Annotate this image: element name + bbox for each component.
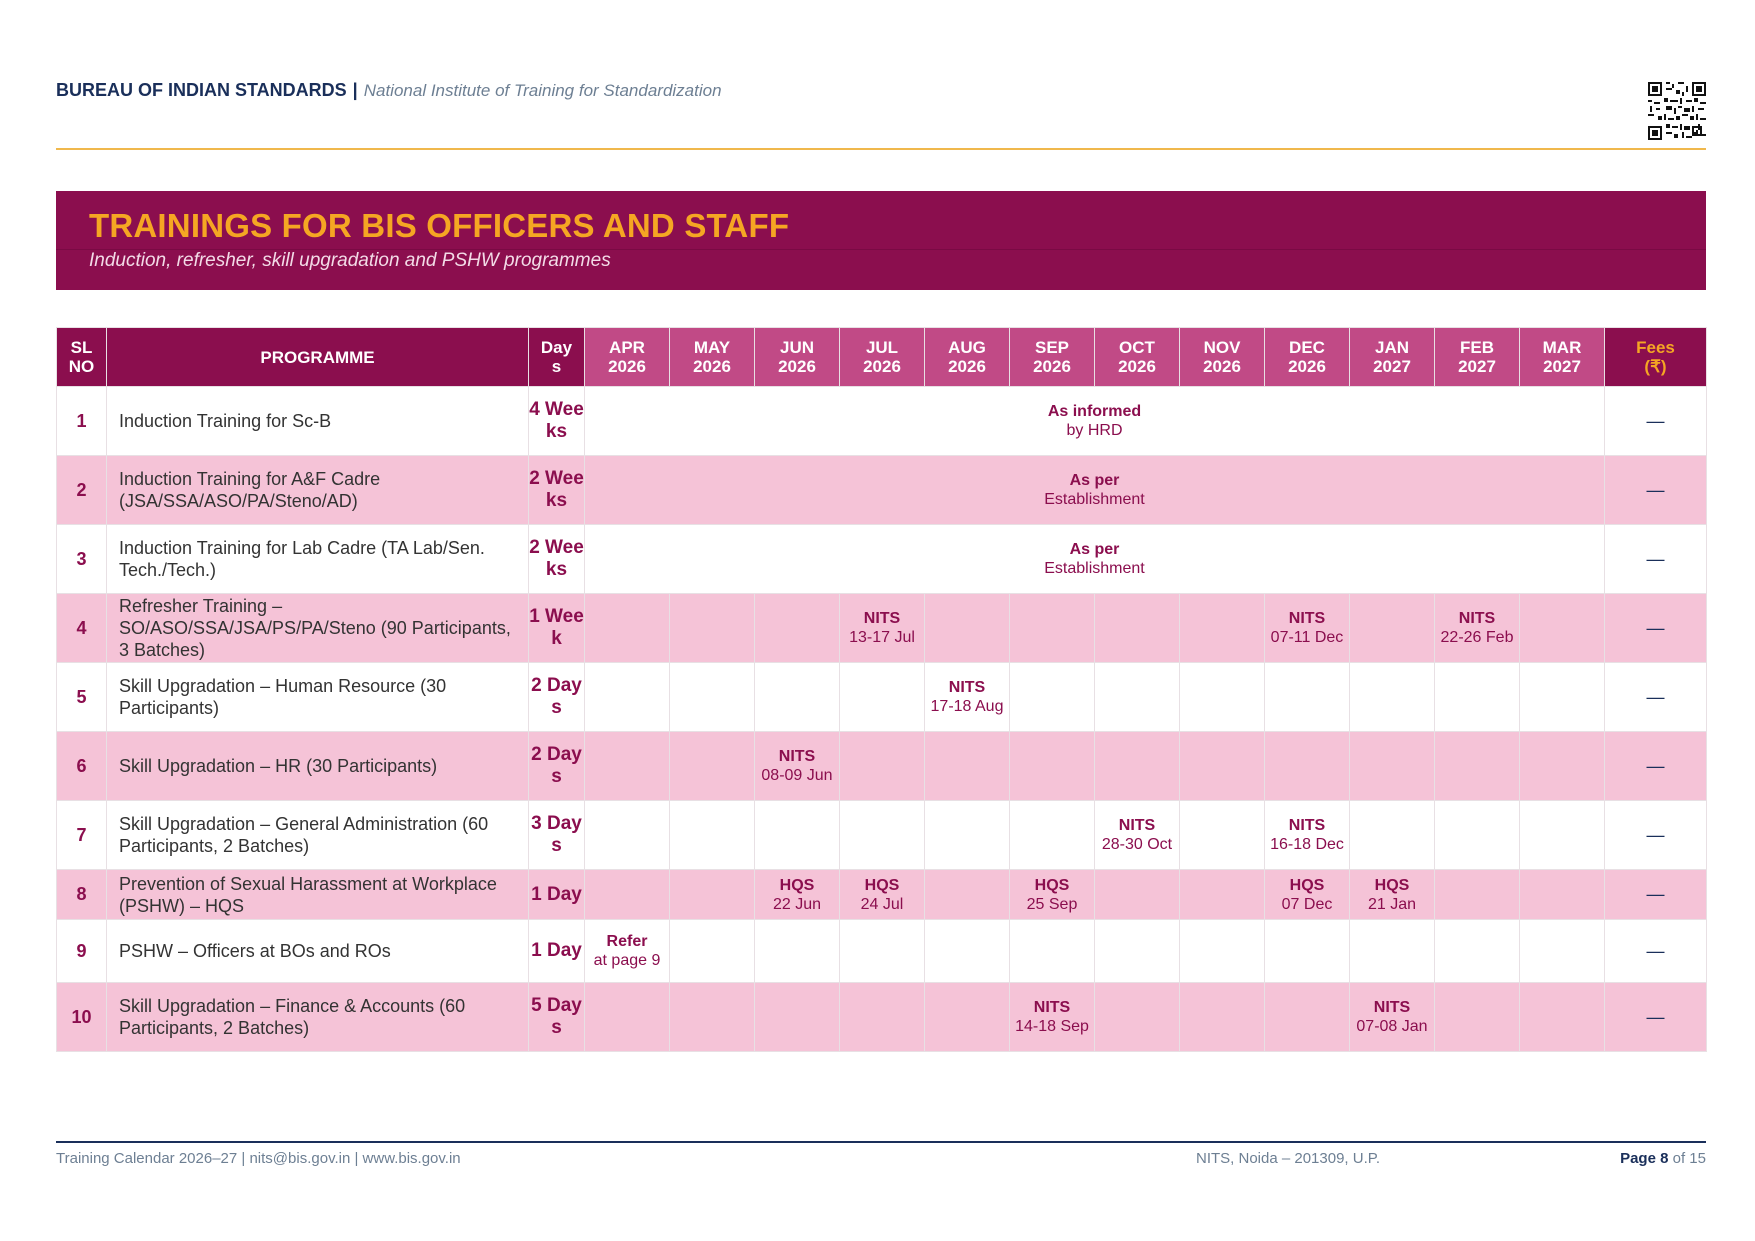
month-event-cell	[925, 663, 1010, 732]
schedule-note-title: As informed	[1047, 403, 1142, 420]
month-empty-cell	[1520, 732, 1605, 801]
month-name: OCT	[1119, 338, 1155, 357]
row-days: 1 Day	[529, 870, 585, 920]
col-header-sl	[57, 328, 107, 387]
table-row	[57, 525, 1707, 594]
row-fee: —	[1605, 732, 1707, 801]
month-empty-cell	[925, 870, 1010, 920]
month-year: 2026	[778, 357, 816, 376]
row-programme: Induction Training for Sc-B	[107, 387, 529, 456]
section-subtitle: Induction, refresher, skill upgradation and PSHW programmes	[89, 250, 611, 271]
month-empty-cell	[1095, 594, 1180, 663]
row-fee: —	[1605, 801, 1707, 870]
page-footer	[56, 1141, 1706, 1167]
event-date: 07 Dec	[1281, 895, 1333, 913]
event-location: NITS	[863, 610, 901, 627]
month-empty-cell	[1520, 663, 1605, 732]
row-schedule-note	[585, 456, 1605, 525]
col-header-fees	[1605, 328, 1707, 387]
month-empty-cell	[1265, 983, 1350, 1052]
month-empty-cell	[840, 732, 925, 801]
month-event-cell	[585, 920, 670, 983]
month-empty-cell	[925, 983, 1010, 1052]
qr-code-icon	[1648, 82, 1706, 140]
col-header-month	[840, 328, 925, 387]
event-location: NITS	[1373, 999, 1411, 1016]
row-days: 1 Day	[529, 920, 585, 983]
row-programme: Skill Upgradation – Human Resource (30 Participants)	[107, 663, 529, 732]
event-date: 28-30 Oct	[1101, 836, 1173, 853]
month-empty-cell	[1435, 920, 1520, 983]
col-header-month	[670, 328, 755, 387]
table-row	[57, 801, 1707, 870]
col-header-month	[1520, 328, 1605, 387]
event-date: at page 9	[593, 952, 661, 969]
col-header-sl-line1: SL	[70, 338, 93, 357]
row-fee: —	[1605, 525, 1707, 594]
row-programme: PSHW – Officers at BOs and ROs	[107, 920, 529, 983]
event-date: 14-18 Sep	[1015, 1018, 1089, 1035]
event-date: 16-18 Dec	[1270, 836, 1344, 853]
month-empty-cell	[585, 663, 670, 732]
month-empty-cell	[925, 920, 1010, 983]
month-name: JUL	[865, 338, 899, 357]
month-empty-cell	[1180, 732, 1265, 801]
month-empty-cell	[1435, 732, 1520, 801]
month-empty-cell	[1350, 732, 1435, 801]
month-empty-cell	[1265, 663, 1350, 732]
month-empty-cell	[840, 920, 925, 983]
event-location: HQS	[779, 876, 815, 894]
month-empty-cell	[925, 732, 1010, 801]
header-org-line	[56, 80, 722, 101]
row-sl-number: 6	[57, 732, 107, 801]
month-name: MAR	[1542, 338, 1582, 357]
month-empty-cell	[1010, 732, 1095, 801]
section-banner	[56, 191, 1706, 290]
col-header-month	[925, 328, 1010, 387]
month-empty-cell	[755, 801, 840, 870]
month-empty-cell	[1180, 663, 1265, 732]
col-header-days	[529, 328, 585, 387]
row-sl-number: 5	[57, 663, 107, 732]
schedule-note-detail: Establishment	[1044, 560, 1145, 577]
event-date: 25 Sep	[1026, 895, 1078, 913]
month-empty-cell	[670, 732, 755, 801]
table-body	[57, 387, 1707, 1052]
month-year: 2026	[693, 357, 731, 376]
row-fee: —	[1605, 870, 1707, 920]
row-sl-number: 2	[57, 456, 107, 525]
month-empty-cell	[585, 594, 670, 663]
row-days: 1 Wee k	[529, 594, 585, 663]
col-header-fees-line2: (₹)	[1644, 357, 1667, 376]
col-header-days-line1: Day	[540, 338, 573, 357]
col-header-sl-line2: NO	[68, 357, 95, 376]
month-event-cell	[1265, 594, 1350, 663]
month-event-cell	[1010, 983, 1095, 1052]
month-empty-cell	[670, 801, 755, 870]
month-empty-cell	[1265, 732, 1350, 801]
table-row	[57, 983, 1707, 1052]
footer-address: NITS, Noida – 201309, U.P.	[1196, 1150, 1380, 1167]
event-location: NITS	[948, 679, 986, 696]
row-days: 5 Day s	[529, 983, 585, 1052]
month-year: 2026	[1118, 357, 1156, 376]
row-schedule-note	[585, 525, 1605, 594]
col-header-month	[1095, 328, 1180, 387]
event-date: 08-09 Jun	[761, 767, 833, 784]
month-year: 2027	[1543, 357, 1581, 376]
month-empty-cell	[1350, 920, 1435, 983]
col-header-days-line2: s	[551, 357, 562, 376]
page-total: of 15	[1672, 1150, 1706, 1167]
month-year: 2026	[1203, 357, 1241, 376]
month-empty-cell	[670, 594, 755, 663]
month-empty-cell	[1180, 594, 1265, 663]
col-header-month	[1350, 328, 1435, 387]
row-sl-number: 10	[57, 983, 107, 1052]
month-event-cell	[1010, 870, 1095, 920]
row-programme: Skill Upgradation – Finance & Accounts (60 Participants, 2 Batches)	[107, 983, 529, 1052]
month-year: 2027	[1373, 357, 1411, 376]
schedule-note-detail: by HRD	[1066, 422, 1123, 439]
event-location: NITS	[1458, 610, 1496, 627]
month-event-cell	[1095, 801, 1180, 870]
month-empty-cell	[1095, 663, 1180, 732]
event-date: 13-17 Jul	[849, 629, 915, 646]
event-location: NITS	[778, 748, 816, 765]
table-row	[57, 387, 1707, 456]
month-event-cell	[755, 732, 840, 801]
month-empty-cell	[755, 920, 840, 983]
page-header	[56, 78, 1706, 150]
institute-name: National Institute of Training for Standardization	[363, 81, 722, 100]
row-fee: —	[1605, 456, 1707, 525]
footer-page-indicator	[1620, 1150, 1706, 1167]
schedule-note-title: As per	[1069, 541, 1120, 558]
month-year: 2026	[1288, 357, 1326, 376]
month-empty-cell	[1180, 801, 1265, 870]
event-location: Refer	[606, 933, 648, 950]
month-empty-cell	[1435, 983, 1520, 1052]
row-fee: —	[1605, 920, 1707, 983]
row-sl-number: 1	[57, 387, 107, 456]
month-event-cell	[840, 594, 925, 663]
month-event-cell	[840, 870, 925, 920]
footer-contact: Training Calendar 2026–27 | nits@bis.gov.in | www.bis.gov.in	[56, 1150, 461, 1167]
row-programme: Induction Training for Lab Cadre (TA Lab/Sen. Tech./Tech.)	[107, 525, 529, 594]
month-empty-cell	[755, 983, 840, 1052]
month-empty-cell	[1010, 920, 1095, 983]
month-event-cell	[1350, 983, 1435, 1052]
row-programme: Skill Upgradation – General Administration (60 Participants, 2 Batches)	[107, 801, 529, 870]
row-programme: Induction Training for A&F Cadre (JSA/SSA/ASO/PA/Steno/AD)	[107, 456, 529, 525]
month-empty-cell	[755, 663, 840, 732]
month-empty-cell	[1350, 801, 1435, 870]
month-year: 2026	[1033, 357, 1071, 376]
month-event-cell	[1435, 594, 1520, 663]
month-name: DEC	[1289, 338, 1325, 357]
month-empty-cell	[585, 801, 670, 870]
month-empty-cell	[1520, 920, 1605, 983]
table-row	[57, 870, 1707, 920]
month-empty-cell	[1095, 870, 1180, 920]
month-empty-cell	[1350, 663, 1435, 732]
event-location: NITS	[1288, 817, 1326, 834]
month-empty-cell	[1095, 983, 1180, 1052]
month-year: 2026	[863, 357, 901, 376]
col-header-month	[1010, 328, 1095, 387]
section-title: TRAININGS FOR BIS OFFICERS AND STAFF	[89, 207, 790, 244]
month-empty-cell	[925, 594, 1010, 663]
month-year: 2026	[948, 357, 986, 376]
row-fee: —	[1605, 663, 1707, 732]
month-empty-cell	[1435, 870, 1520, 920]
month-name: JAN	[1374, 338, 1409, 357]
event-location: HQS	[1374, 876, 1410, 894]
month-empty-cell	[670, 663, 755, 732]
table-row	[57, 920, 1707, 983]
header-separator: |	[352, 80, 358, 100]
col-header-month	[1265, 328, 1350, 387]
event-location: NITS	[1288, 610, 1326, 627]
schedule-note-detail: Establishment	[1044, 491, 1145, 508]
month-event-cell	[755, 870, 840, 920]
event-date: 21 Jan	[1367, 895, 1417, 913]
month-empty-cell	[1010, 801, 1095, 870]
event-date: 07-08 Jan	[1356, 1018, 1428, 1035]
month-empty-cell	[1095, 920, 1180, 983]
month-empty-cell	[1010, 663, 1095, 732]
month-empty-cell	[670, 920, 755, 983]
month-empty-cell	[925, 801, 1010, 870]
month-empty-cell	[1350, 594, 1435, 663]
col-header-month	[585, 328, 670, 387]
org-name: BUREAU OF INDIAN STANDARDS	[56, 80, 347, 100]
month-empty-cell	[1010, 594, 1095, 663]
row-days: 2 Day s	[529, 663, 585, 732]
row-fee: —	[1605, 594, 1707, 663]
month-empty-cell	[1180, 920, 1265, 983]
month-year: 2027	[1458, 357, 1496, 376]
row-sl-number: 4	[57, 594, 107, 663]
month-name: FEB	[1460, 338, 1494, 357]
table-row	[57, 663, 1707, 732]
col-header-month	[755, 328, 840, 387]
training-calendar-table	[56, 327, 1707, 1052]
month-empty-cell	[1435, 801, 1520, 870]
month-empty-cell	[1180, 983, 1265, 1052]
schedule-note-title: As per	[1069, 472, 1120, 489]
row-fee: —	[1605, 387, 1707, 456]
col-header-month	[1435, 328, 1520, 387]
month-empty-cell	[1095, 732, 1180, 801]
month-empty-cell	[585, 732, 670, 801]
row-days: 4 Wee ks	[529, 387, 585, 456]
month-empty-cell	[755, 594, 840, 663]
month-event-cell	[1265, 801, 1350, 870]
table-row	[57, 594, 1707, 663]
month-name: AUG	[948, 338, 986, 357]
month-empty-cell	[670, 983, 755, 1052]
row-sl-number: 7	[57, 801, 107, 870]
event-location: NITS	[1033, 999, 1071, 1016]
month-year: 2026	[608, 357, 646, 376]
month-empty-cell	[840, 983, 925, 1052]
event-date: 22 Jun	[772, 895, 822, 913]
month-empty-cell	[1520, 983, 1605, 1052]
page-label: Page	[1620, 1150, 1656, 1167]
month-empty-cell	[1520, 801, 1605, 870]
row-programme: Prevention of Sexual Harassment at Workplace (PSHW) – HQS	[107, 870, 529, 920]
month-empty-cell	[1435, 663, 1520, 732]
month-empty-cell	[840, 663, 925, 732]
event-location: HQS	[1034, 876, 1070, 894]
month-event-cell	[1350, 870, 1435, 920]
row-days: 2 Day s	[529, 732, 585, 801]
table-header-row	[57, 328, 1707, 387]
row-programme: Skill Upgradation – HR (30 Participants)	[107, 732, 529, 801]
month-empty-cell	[585, 870, 670, 920]
month-name: NOV	[1203, 338, 1241, 357]
row-schedule-note	[585, 387, 1605, 456]
month-empty-cell	[840, 801, 925, 870]
row-sl-number: 8	[57, 870, 107, 920]
table-row	[57, 732, 1707, 801]
col-header-month	[1180, 328, 1265, 387]
month-name: APR	[609, 338, 645, 357]
month-name: JUN	[779, 338, 814, 357]
event-location: HQS	[1289, 876, 1325, 894]
month-empty-cell	[585, 983, 670, 1052]
month-event-cell	[1265, 870, 1350, 920]
row-days: 3 Day s	[529, 801, 585, 870]
event-date: 17-18 Aug	[930, 698, 1004, 715]
month-empty-cell	[1520, 870, 1605, 920]
event-date: 24 Jul	[860, 895, 904, 913]
row-days: 2 Wee ks	[529, 525, 585, 594]
month-empty-cell	[1180, 870, 1265, 920]
event-location: HQS	[864, 876, 900, 894]
event-date: 07-11 Dec	[1270, 629, 1344, 646]
event-location: NITS	[1118, 817, 1156, 834]
month-empty-cell	[1520, 594, 1605, 663]
col-header-programme: PROGRAMME	[107, 328, 529, 387]
month-empty-cell	[670, 870, 755, 920]
table-row	[57, 456, 1707, 525]
month-name: SEP	[1034, 338, 1070, 357]
row-fee: —	[1605, 983, 1707, 1052]
page-number: 8	[1660, 1150, 1669, 1167]
row-programme: Refresher Training – SO/ASO/SSA/JSA/PS/PA/Steno (90 Participants, 3 Batches)	[107, 594, 529, 663]
event-date: 22-26 Feb	[1440, 629, 1514, 646]
row-days: 2 Wee ks	[529, 456, 585, 525]
month-name: MAY	[693, 338, 731, 357]
col-header-fees-line1: Fees	[1636, 338, 1675, 357]
month-empty-cell	[1265, 920, 1350, 983]
row-sl-number: 9	[57, 920, 107, 983]
row-sl-number: 3	[57, 525, 107, 594]
